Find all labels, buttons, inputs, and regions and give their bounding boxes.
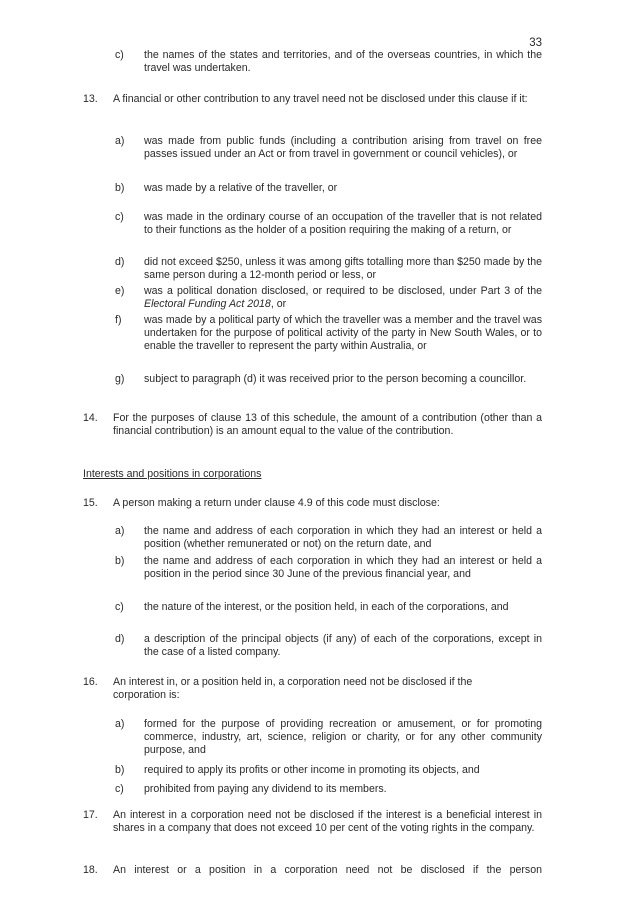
list-item-text: was made by a relative of the traveller, or <box>144 182 338 194</box>
text-run: , or <box>270 298 287 310</box>
list-item-text: did not exceed $250, unless it was among gifts totalling more than $250 made by the same person during a 12-month period or less, or <box>144 256 542 281</box>
list-item-text: formed for the purpose of providing recreation or amusement, or for promoting commerce, industry, art, science, religion or charity, or for any other community purpose, and <box>144 718 542 756</box>
list-label: c) <box>115 49 124 61</box>
list-label: c) <box>115 601 124 613</box>
list-item-text: the name and address of each corporation in which they had an interest or held a position (whether remunerated or not) on the return date, and <box>144 525 542 550</box>
list-label: c) <box>115 783 124 795</box>
list-label: c) <box>115 211 124 223</box>
list-label: a) <box>115 135 125 147</box>
clause-number: 17. <box>83 809 98 821</box>
clause-text: An interest in a corporation need not be disclosed if the interest is a beneficial interest in shares in a company that does not exceed 10 per cent of the voting rights in the company. <box>113 809 542 834</box>
list-item-text <box>144 285 542 311</box>
list-item-text: prohibited from paying any dividend to its members. <box>144 783 387 795</box>
list-item-text: the names of the states and territories, and of the overseas countries, in which the travel was undertaken. <box>144 49 542 74</box>
clause-number: 15. <box>83 497 98 509</box>
list-label: f) <box>115 314 122 326</box>
list-label: d) <box>115 633 125 645</box>
list-item-text: required to apply its profits or other income in promoting its objects, and <box>144 764 480 776</box>
list-label: g) <box>115 373 125 385</box>
clause-number: 13. <box>83 93 98 105</box>
list-label: a) <box>115 718 125 730</box>
list-item-text: was made by a political party of which the traveller was a member and the travel was undertaken for the purpose of political activity of the party in New South Wales, or to enable the traveller to represent the party within Australia, or <box>144 314 542 352</box>
act-title: Electoral Funding Act 2018 <box>144 298 271 310</box>
list-item-text: a description of the principal objects (if any) of each of the corporations, except in the case of a listed company. <box>144 633 542 658</box>
list-item-text: was made in the ordinary course of an occupation of the traveller that is not related to their functions as the holder of a position requiring the making of a return, or <box>144 211 542 236</box>
clause-text: For the purposes of clause 13 of this schedule, the amount of a contribution (other than a financial contribution) is an amount equal to the value of the contribution. <box>113 412 542 437</box>
clause-number: 14. <box>83 412 98 424</box>
list-label: a) <box>115 525 125 537</box>
clause-number: 18. <box>83 864 98 876</box>
section-heading: Interests and positions in corporations <box>83 468 262 480</box>
list-label: d) <box>115 256 125 268</box>
list-item-text: the nature of the interest, or the position held, in each of the corporations, and <box>144 601 509 613</box>
clause-text: An interest or a position in a corporation need not be disclosed if the person <box>113 864 542 876</box>
list-item-text: the name and address of each corporation in which they had an interest or held a position in the period since 30 June of the previous financial year, and <box>144 555 542 580</box>
clause-text: An interest in, or a position held in, a corporation need not be disclosed if the corporation is: <box>113 676 473 701</box>
clause-number: 16. <box>83 676 98 688</box>
list-label: b) <box>115 182 125 194</box>
list-label: b) <box>115 764 125 776</box>
clause-text: A person making a return under clause 4.9 of this code must disclose: <box>113 497 440 509</box>
clause-text: A financial or other contribution to any travel need not be disclosed under this clause if it: <box>113 93 528 105</box>
list-label: e) <box>115 285 125 297</box>
text-run: was a political donation disclosed, or required to be disclosed, under Part 3 of the <box>144 285 542 297</box>
list-label: b) <box>115 555 125 567</box>
list-item-text: subject to paragraph (d) it was received prior to the person becoming a councillor. <box>144 373 527 385</box>
page-number: 33 <box>529 37 542 49</box>
list-item-text: was made from public funds (including a contribution arising from travel on free passes issued under an Act or from travel in government or council vehicles), or <box>144 135 542 160</box>
